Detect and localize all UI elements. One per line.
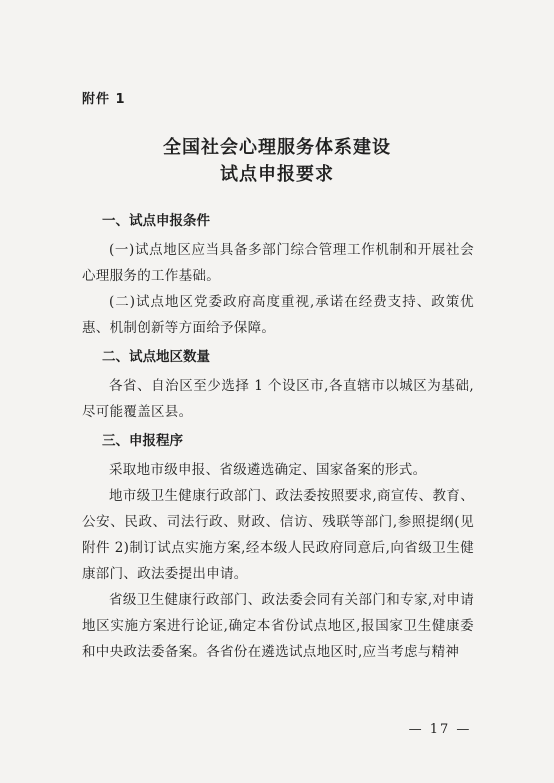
section-heading-1: 一、试点申报条件 (102, 213, 210, 229)
section-heading-3: 三、申报程序 (102, 433, 183, 449)
document-title-line2: 试点申报要求 (220, 164, 334, 185)
document-title-line1: 全国社会心理服务体系建设 (163, 137, 391, 158)
paragraph-2-1: 各省、自治区至少选择 1 个设区市,各直辖市以城区为基础,尽可能覆盖区县。 (82, 378, 474, 420)
paragraph-3-2: 地市级卫生健康行政部门、政法委按照要求,商宣传、教育、公安、民政、司法行政、财政、信访、残联等部门,参照提纲(见附件 2)制订试点实施方案,经本级人民政府同意后,向省级卫生健康部门、政法委提出申请。 (82, 488, 474, 582)
paragraph-1-1: (一)试点地区应当具备多部门综合管理工作机制和开展社会心理服务的工作基础。 (82, 242, 474, 284)
document-body (82, 211, 474, 665)
page-number: — 17 — (408, 722, 472, 737)
paragraph-3-1: 采取地市级申报、省级遴选确定、国家备案的形式。 (109, 462, 427, 478)
paragraph-1-2: (二)试点地区党委政府高度重视,承诺在经费支持、政策优惠、机制创新等方面给予保障。 (82, 294, 474, 336)
attachment-label: 附件 1 (82, 92, 126, 107)
section-heading-2: 二、试点地区数量 (102, 349, 210, 365)
paragraph-3-3: 省级卫生健康行政部门、政法委会同有关部门和专家,对申请地区实施方案进行论证,确定本省份试点地区,报国家卫生健康委和中央政法委备案。各省份在遴选试点地区时,应当考虑与精神 (82, 592, 474, 660)
